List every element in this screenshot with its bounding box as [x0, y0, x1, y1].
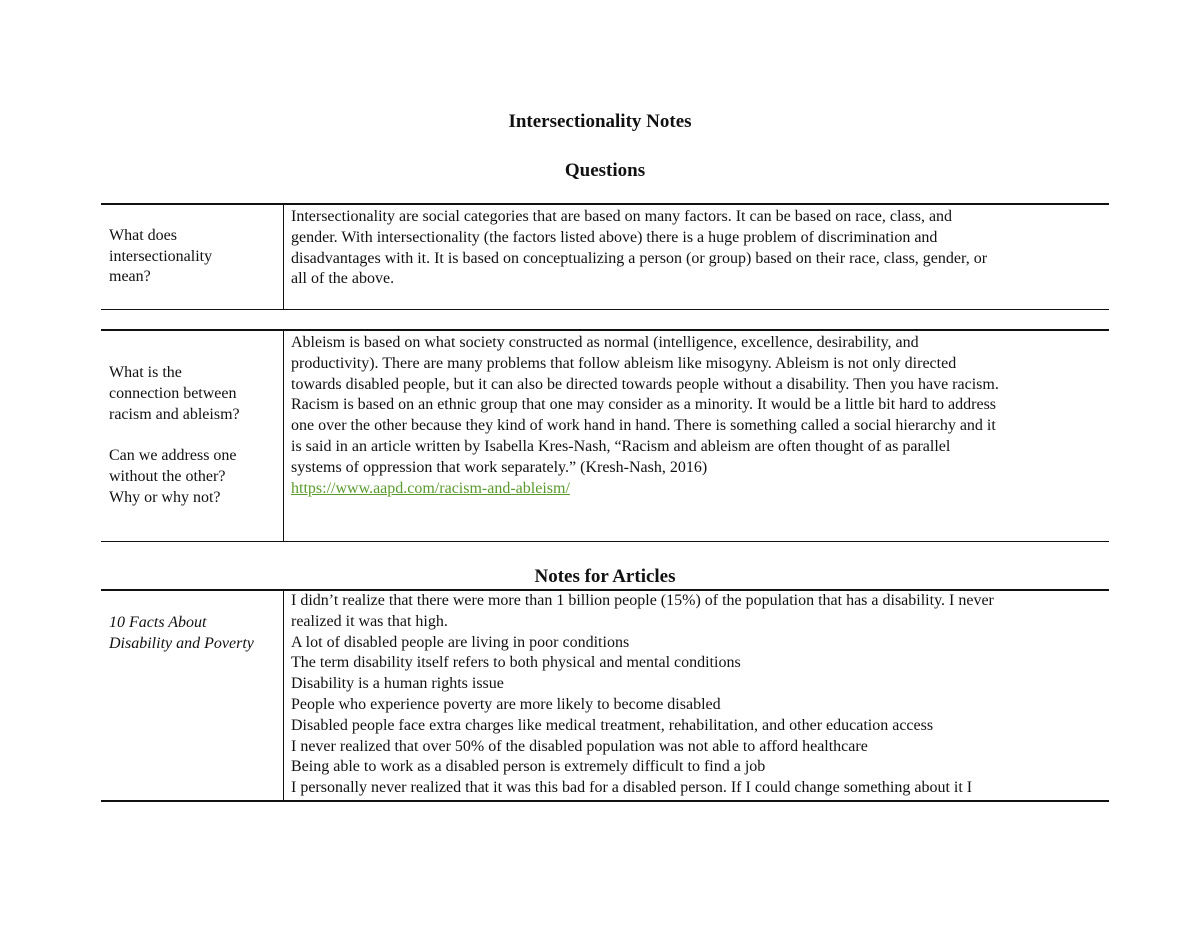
question-line: intersectionality [109, 247, 213, 265]
page-title: Intersectionality Notes [508, 111, 692, 132]
answer-line: gender. With intersectionality (the factors listed above) there is a huge problem of discrimination and [291, 228, 938, 246]
note-line: A lot of disabled people are living in poor conditions [291, 633, 630, 651]
note-line: The term disability itself refers to both physical and mental conditions [291, 654, 741, 672]
note-line: Disability is a human rights issue [291, 675, 504, 693]
answer-cell [284, 331, 1109, 541]
note-line: I never realized that over 50% of the disabled population was not able to afford healthcare [291, 737, 868, 755]
question-line: connection between [109, 385, 237, 402]
article-title-cell [101, 591, 284, 800]
question-table-1 [101, 203, 1109, 310]
article-notes-cell [284, 591, 1109, 800]
question-line: racism and ableism? [109, 405, 240, 423]
question-line: What does [109, 226, 177, 244]
question-line: What is the [109, 364, 182, 382]
answer-line: all of the above. [291, 270, 395, 288]
question-table-2 [101, 329, 1109, 542]
article-title-line: 10 Facts About [109, 614, 207, 631]
answer-line: Racism is based on an ethnic group that one may consider as a minority. It would be a little bit hard to address [291, 396, 997, 414]
notes-heading: Notes for Articles [534, 566, 676, 587]
note-line: People who experience poverty are more likely to become disabled [291, 695, 721, 713]
source-link[interactable]: https://www.aapd.com/racism-and-ableism/ [291, 479, 570, 497]
note-line: Disabled people face extra charges like medical treatment, rehabilitation, and other education access [291, 716, 934, 734]
note-line: I personally never realized that it was this bad for a disabled person. If I could change something about it I [291, 779, 973, 797]
article-title-line: Disability and Poverty [109, 634, 254, 652]
answer-line: systems of oppression that work separately.” (Kresh-Nash, 2016) [291, 458, 708, 476]
answer-line: is said in an article written by Isabella Kres-Nash, “Racism and ableism are often thought of as parallel [291, 437, 951, 455]
answer-line: towards disabled people, but it can also be directed towards people without a disability. Then you have racism. [291, 375, 999, 393]
answer-line: disadvantages with it. It is based on conceptualizing a person (or group) based on their race, class, gender, or [291, 249, 988, 267]
question-line: Can we address one [109, 447, 237, 465]
question-line: mean? [109, 268, 151, 286]
question-cell [101, 331, 284, 541]
note-line: realized it was that high. [291, 612, 448, 630]
answer-line: productivity). There are many problems that follow ableism like misogyny. Ableism is not only directed [291, 354, 957, 372]
article-notes-table [101, 589, 1109, 802]
answer-line: one over the other because they kind of work hand in hand. There is something called a social hierarchy and it [291, 417, 996, 435]
answer-line: Ableism is based on what society constructed as normal (intelligence, excellence, desirability, and [291, 334, 919, 351]
answer-line: Intersectionality are social categories that are based on many factors. It can be based on race, class, and [291, 208, 953, 225]
question-line: Why or why not? [109, 488, 221, 506]
question-cell [101, 205, 284, 309]
note-line: I didn’t realize that there were more than 1 billion people (15%) of the population that has a disability. I never [291, 592, 994, 609]
answer-cell [284, 205, 1109, 309]
note-line: Being able to work as a disabled person is extremely difficult to find a job [291, 758, 766, 776]
questions-heading: Questions [564, 160, 646, 181]
question-line: without the other? [109, 468, 226, 486]
